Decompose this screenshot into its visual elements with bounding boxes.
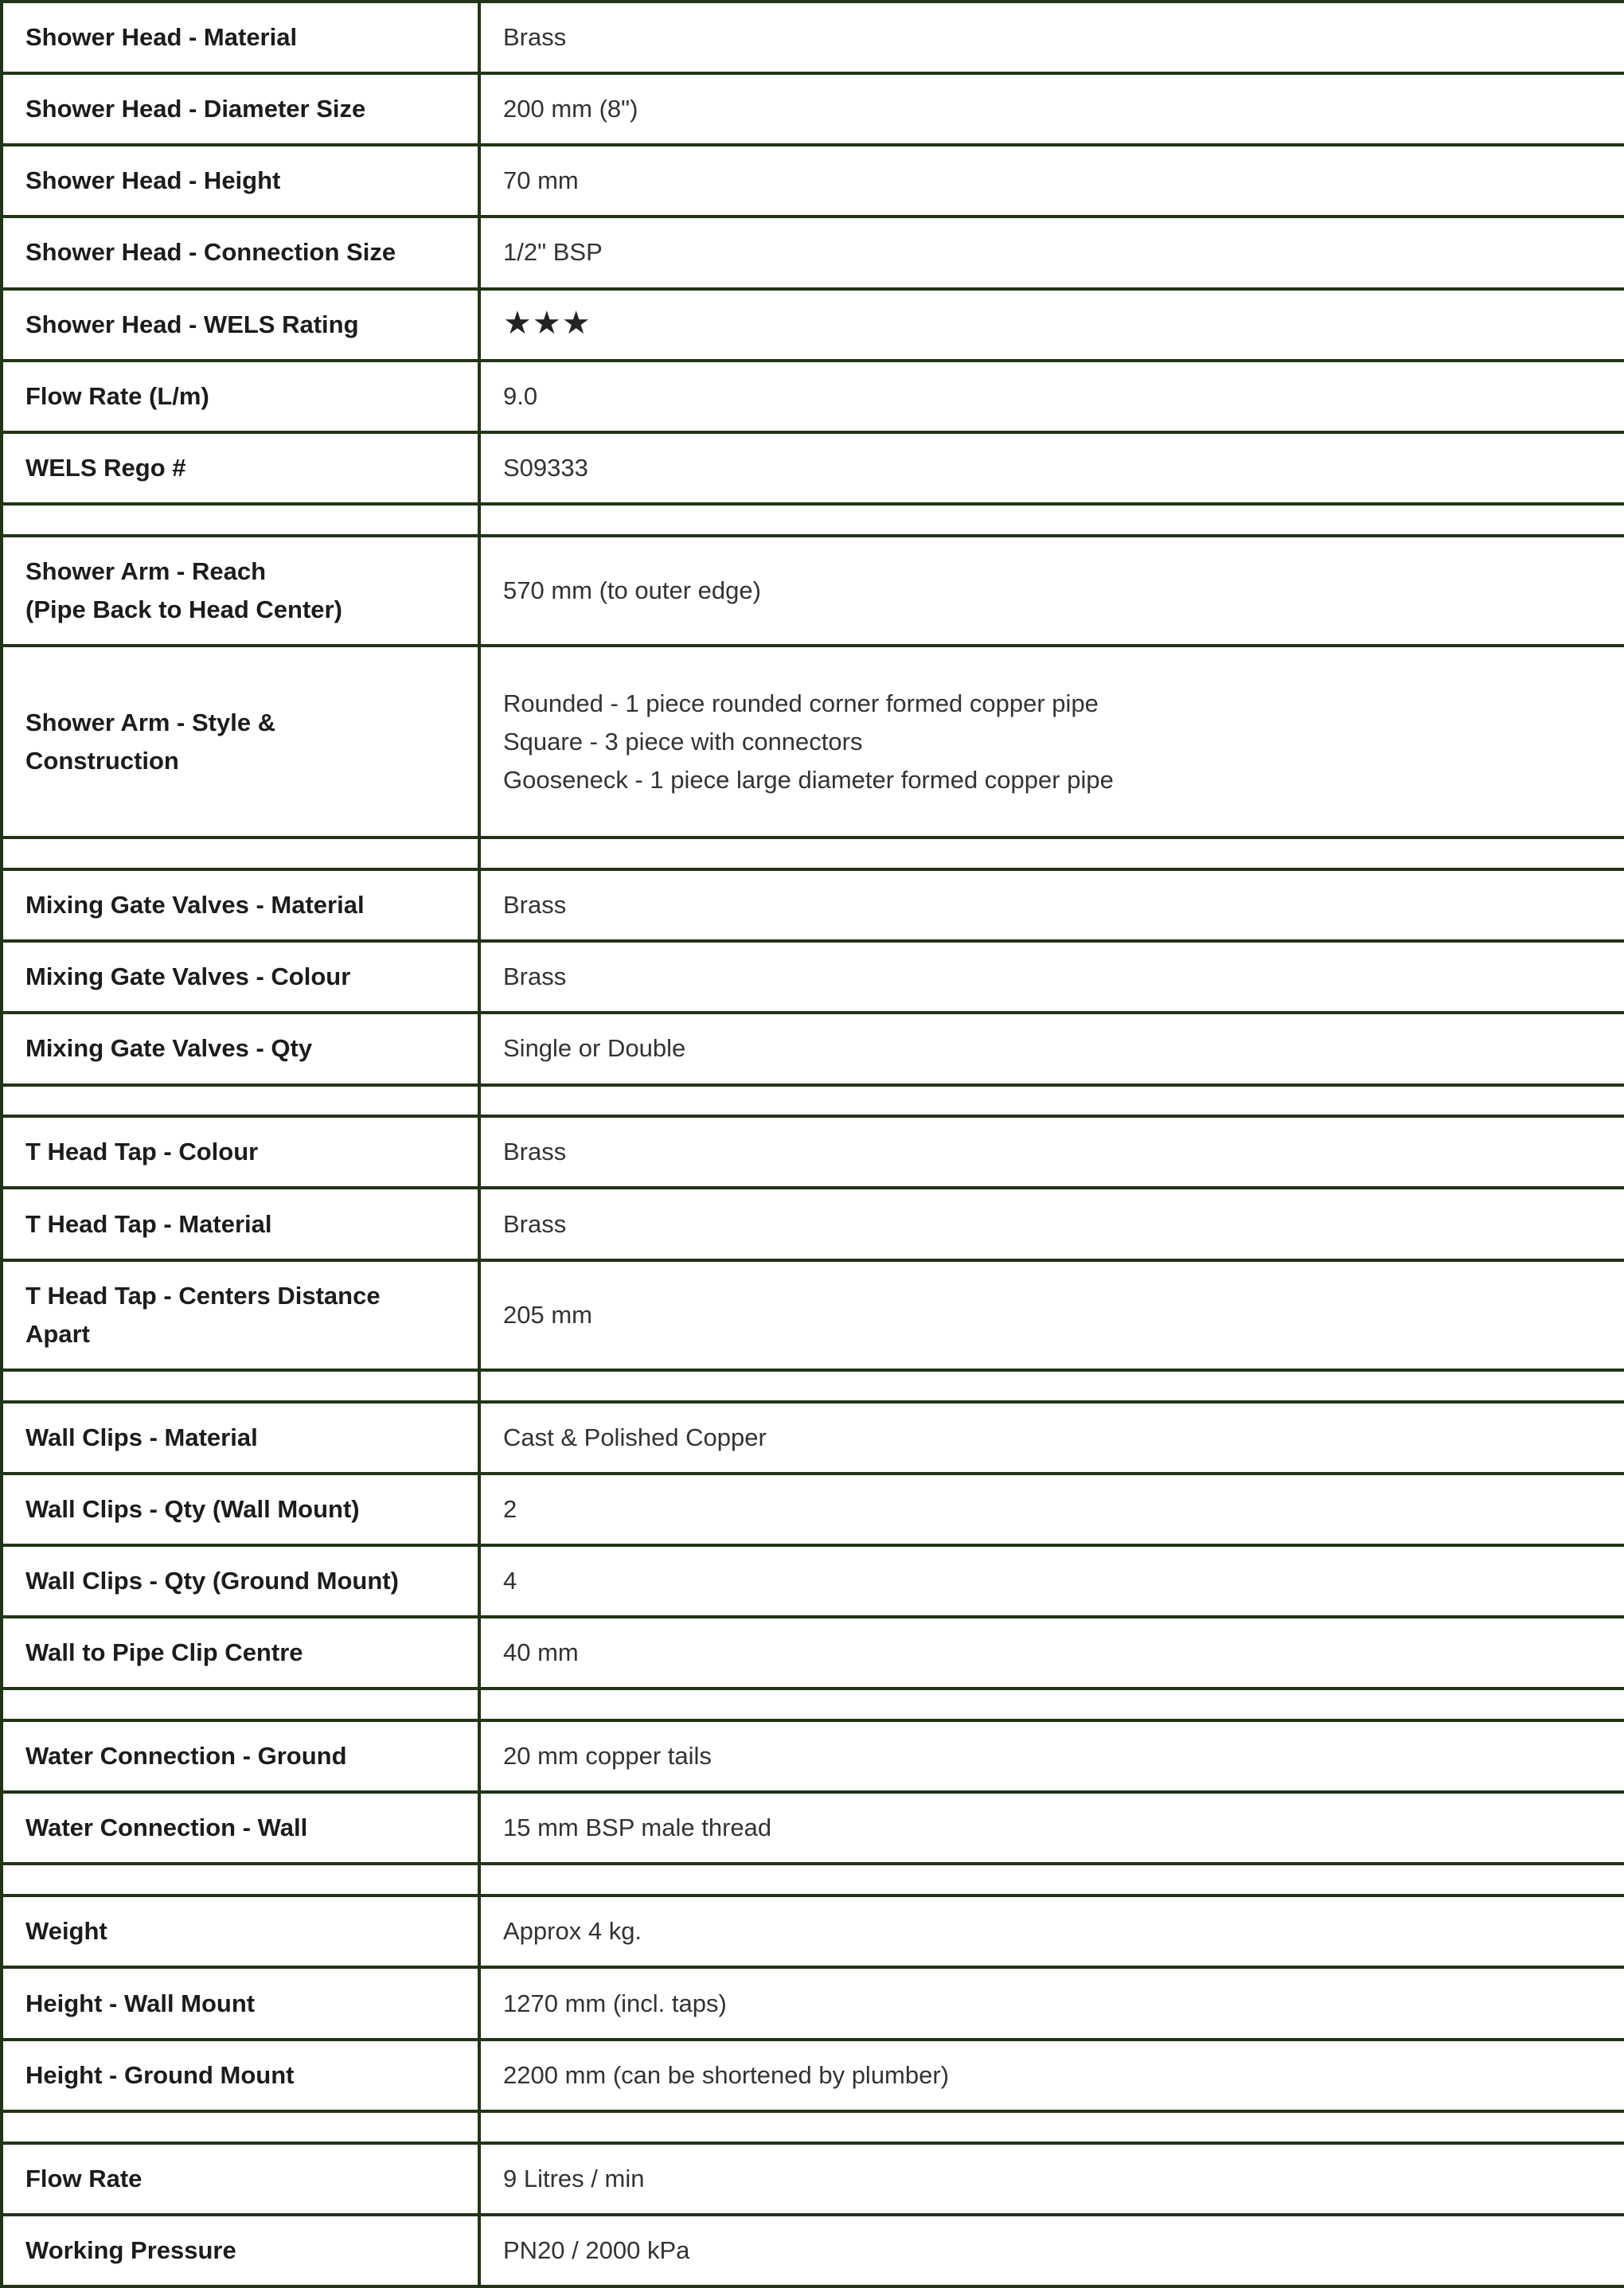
spacer-row xyxy=(2,838,1624,869)
spacer-cell xyxy=(479,2111,1624,2143)
spec-label: Flow Rate xyxy=(2,2143,479,2215)
spec-row xyxy=(2,289,1624,361)
spec-label: T Head Tap - Material xyxy=(2,1188,479,1259)
spec-label: Working Pressure xyxy=(2,2215,479,2286)
spec-label: Wall Clips - Qty (Ground Mount) xyxy=(2,1545,479,1617)
spec-label: WELS Rego # xyxy=(2,432,479,504)
spec-row xyxy=(2,2215,1624,2286)
spec-value: 205 mm xyxy=(479,1260,1624,1370)
spec-value: 20 mm copper tails xyxy=(479,1720,1624,1792)
spec-label-line: Shower Arm - Style & xyxy=(25,708,276,736)
spec-row xyxy=(2,1896,1624,1967)
spec-value: 40 mm xyxy=(479,1617,1624,1689)
spec-row xyxy=(2,1013,1624,1084)
spec-label: Shower Head - WELS Rating xyxy=(2,289,479,361)
spec-value: 200 mm (8") xyxy=(479,73,1624,145)
spec-row xyxy=(2,1474,1624,1545)
spec-label: T Head Tap - Colour xyxy=(2,1116,479,1188)
spec-value: 570 mm (to outer edge) xyxy=(479,536,1624,646)
spec-row xyxy=(2,2040,1624,2111)
spec-value xyxy=(479,289,1624,361)
spec-value: 9.0 xyxy=(479,361,1624,432)
spec-value: 15 mm BSP male thread xyxy=(479,1792,1624,1864)
spec-label: Weight xyxy=(2,1896,479,1967)
spec-table-body xyxy=(2,2,1624,2286)
spec-row xyxy=(2,432,1624,504)
spec-label: Flow Rate (L/m) xyxy=(2,361,479,432)
spacer-cell xyxy=(479,1689,1624,1720)
spacer-cell xyxy=(2,2111,479,2143)
spec-value: Approx 4 kg. xyxy=(479,1896,1624,1967)
spec-row xyxy=(2,1617,1624,1689)
spec-row xyxy=(2,536,1624,646)
spec-label: Shower Head - Diameter Size xyxy=(2,73,479,145)
spec-label xyxy=(2,646,479,838)
spec-row xyxy=(2,869,1624,941)
spec-value: Single or Double xyxy=(479,1013,1624,1084)
spec-label: Mixing Gate Valves - Material xyxy=(2,869,479,941)
spec-row xyxy=(2,1792,1624,1864)
spacer-cell xyxy=(2,1864,479,1896)
spec-value: Brass xyxy=(479,941,1624,1013)
spec-row xyxy=(2,73,1624,145)
spec-row xyxy=(2,1545,1624,1617)
spec-row xyxy=(2,941,1624,1013)
spacer-cell xyxy=(2,1689,479,1720)
spec-value-line: Gooseneck - 1 piece large diameter formed copper pipe xyxy=(503,765,1114,794)
spec-label: Shower Head - Height xyxy=(2,145,479,217)
spacer-cell xyxy=(479,504,1624,536)
spec-label: Mixing Gate Valves - Qty xyxy=(2,1013,479,1084)
spec-label-line: Construction xyxy=(25,746,179,775)
spec-label: Shower Head - Connection Size xyxy=(2,217,479,288)
spacer-row xyxy=(2,504,1624,536)
spec-row xyxy=(2,217,1624,288)
spec-value: Brass xyxy=(479,1188,1624,1259)
spec-value: Brass xyxy=(479,1116,1624,1188)
spec-row xyxy=(2,361,1624,432)
spec-label: Shower Head - Material xyxy=(2,2,479,73)
spec-label: Water Connection - Ground xyxy=(2,1720,479,1792)
spec-row xyxy=(2,1116,1624,1188)
spacer-cell xyxy=(2,504,479,536)
spec-row xyxy=(2,1260,1624,1370)
spacer-row xyxy=(2,2111,1624,2143)
spec-row xyxy=(2,1967,1624,2039)
spec-label: Height - Wall Mount xyxy=(2,1967,479,2039)
spacer-row xyxy=(2,1864,1624,1896)
spacer-cell xyxy=(2,1085,479,1117)
spec-value xyxy=(479,646,1624,838)
spec-value: S09333 xyxy=(479,432,1624,504)
spacer-cell xyxy=(479,1370,1624,1402)
spec-label xyxy=(2,536,479,646)
spacer-row xyxy=(2,1689,1624,1720)
spec-value: Cast & Polished Copper xyxy=(479,1402,1624,1474)
spec-row xyxy=(2,1402,1624,1474)
spec-value: 2 xyxy=(479,1474,1624,1545)
spec-label: Wall Clips - Qty (Wall Mount) xyxy=(2,1474,479,1545)
spec-row xyxy=(2,2143,1624,2215)
spec-label-line: Shower Arm - Reach xyxy=(25,556,267,585)
spacer-cell xyxy=(479,1085,1624,1117)
spec-label: Wall Clips - Material xyxy=(2,1402,479,1474)
spec-value: 9 Litres / min xyxy=(479,2143,1624,2215)
spec-label: Water Connection - Wall xyxy=(2,1792,479,1864)
spec-row xyxy=(2,1188,1624,1259)
spec-label-line: (Pipe Back to Head Center) xyxy=(25,595,342,623)
spec-value: 4 xyxy=(479,1545,1624,1617)
spec-row xyxy=(2,145,1624,217)
spec-value-line: Rounded - 1 piece rounded corner formed copper pipe xyxy=(503,689,1099,717)
spec-value: Brass xyxy=(479,2,1624,73)
spec-row xyxy=(2,646,1624,838)
spec-value: 70 mm xyxy=(479,145,1624,217)
spec-value: 1270 mm (incl. taps) xyxy=(479,1967,1624,2039)
spec-label: Mixing Gate Valves - Colour xyxy=(2,941,479,1013)
spacer-row xyxy=(2,1085,1624,1117)
spec-row xyxy=(2,2,1624,73)
spec-label-line: T Head Tap - Centers Distance xyxy=(25,1281,381,1310)
star-rating-icon: ★★★ xyxy=(503,306,591,342)
spacer-row xyxy=(2,1370,1624,1402)
spec-label-line: Apart xyxy=(25,1319,90,1348)
spec-value: PN20 / 2000 kPa xyxy=(479,2215,1624,2286)
spacer-cell xyxy=(2,1370,479,1402)
spec-value: 1/2" BSP xyxy=(479,217,1624,288)
spec-label xyxy=(2,1260,479,1370)
spacer-cell xyxy=(479,1864,1624,1896)
spec-label: Wall to Pipe Clip Centre xyxy=(2,1617,479,1689)
spec-value: Brass xyxy=(479,869,1624,941)
spec-value-line: Square - 3 piece with connectors xyxy=(503,727,863,756)
spacer-cell xyxy=(479,838,1624,869)
spec-label: Height - Ground Mount xyxy=(2,2040,479,2111)
spacer-cell xyxy=(2,838,479,869)
spec-value: 2200 mm (can be shortened by plumber) xyxy=(479,2040,1624,2111)
spec-row xyxy=(2,1720,1624,1792)
